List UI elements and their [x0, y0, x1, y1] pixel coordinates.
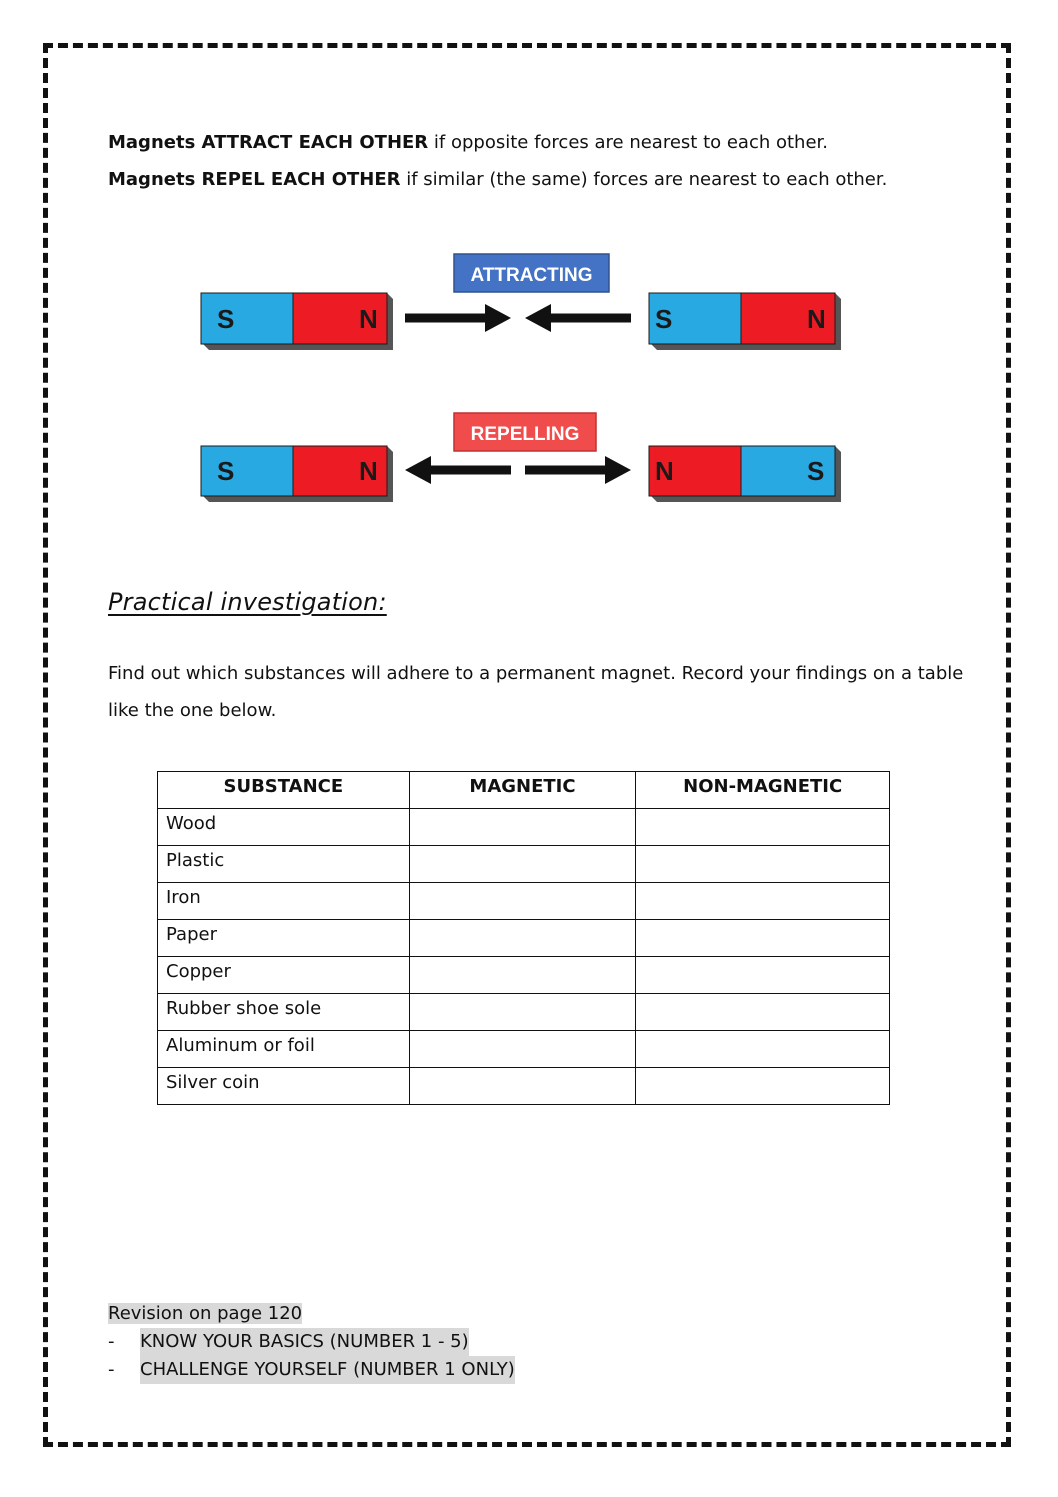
magnet-diagram — [195, 248, 855, 518]
repel-rule: Magnets REPEL EACH OTHER if similar (the same) forces are nearest to each other. — [108, 169, 888, 190]
attract-arrows — [405, 304, 631, 332]
substance-cell: Copper — [158, 957, 410, 994]
table-row — [158, 809, 890, 846]
attract-magnet-right — [649, 293, 841, 350]
repel-arrows — [405, 456, 631, 484]
attract-magnet-left — [201, 293, 393, 350]
substance-cell: Rubber shoe sole — [158, 994, 410, 1031]
table-row — [158, 994, 890, 1031]
magnetic-cell[interactable] — [409, 846, 636, 883]
bullet-dash: - — [108, 1359, 115, 1380]
revision-notes — [108, 1300, 515, 1384]
non-magnetic-cell[interactable] — [636, 920, 890, 957]
section-heading: Practical investigation: — [108, 588, 387, 616]
substance-cell: Silver coin — [158, 1068, 410, 1105]
pole-label-s: S — [655, 304, 673, 334]
pole-label-s: S — [217, 304, 235, 334]
substance-cell: Wood — [158, 809, 410, 846]
non-magnetic-cell[interactable] — [636, 809, 890, 846]
pole-label-s: S — [217, 456, 235, 486]
table-row — [158, 957, 890, 994]
non-magnetic-cell[interactable] — [636, 957, 890, 994]
table-row — [158, 920, 890, 957]
revision-item — [108, 1328, 515, 1356]
non-magnetic-cell[interactable] — [636, 846, 890, 883]
pole-label-n: N — [359, 304, 378, 334]
table-row — [158, 883, 890, 920]
column-header: MAGNETIC — [409, 772, 636, 809]
substance-cell: Iron — [158, 883, 410, 920]
magnetic-cell[interactable] — [409, 1068, 636, 1105]
non-magnetic-cell[interactable] — [636, 883, 890, 920]
findings-table — [157, 771, 890, 1105]
bullet-dash: - — [108, 1331, 115, 1352]
repel-magnet-right — [649, 446, 841, 502]
svg-text:ATTRACTING: ATTRACTING — [470, 265, 593, 286]
repelling-label — [454, 413, 596, 451]
repel-magnet-left — [201, 446, 393, 502]
attracting-label — [454, 254, 609, 292]
revision-item-text: KNOW YOUR BASICS (NUMBER 1 - 5) — [140, 1328, 469, 1356]
non-magnetic-cell[interactable] — [636, 1031, 890, 1068]
revision-item — [108, 1356, 515, 1384]
svg-text:REPELLING: REPELLING — [470, 424, 580, 445]
pole-label-s: S — [807, 456, 825, 486]
column-header: NON-MAGNETIC — [636, 772, 890, 809]
substance-cell: Paper — [158, 920, 410, 957]
revision-title: Revision on page 120 — [108, 1303, 303, 1324]
table-header-row — [158, 772, 890, 809]
table-row — [158, 1031, 890, 1068]
table-row — [158, 1068, 890, 1105]
table-row — [158, 846, 890, 883]
pole-label-n: N — [807, 304, 826, 334]
non-magnetic-cell[interactable] — [636, 994, 890, 1031]
magnetic-cell[interactable] — [409, 957, 636, 994]
substance-cell: Aluminum or foil — [158, 1031, 410, 1068]
intro-text — [108, 124, 968, 198]
revision-item-text: CHALLENGE YOURSELF (NUMBER 1 ONLY) — [140, 1356, 515, 1384]
pole-label-n: N — [359, 456, 378, 486]
non-magnetic-cell[interactable] — [636, 1068, 890, 1105]
instructions-text: Find out which substances will adhere to a permanent magnet. Record your findings on a table like the one below. — [108, 663, 964, 721]
magnetic-cell[interactable] — [409, 920, 636, 957]
magnetic-cell[interactable] — [409, 883, 636, 920]
magnetic-cell[interactable] — [409, 994, 636, 1031]
magnetic-cell[interactable] — [409, 809, 636, 846]
substance-cell: Plastic — [158, 846, 410, 883]
column-header: SUBSTANCE — [158, 772, 410, 809]
attract-rule: Magnets ATTRACT EACH OTHER if opposite forces are nearest to each other. — [108, 132, 829, 153]
magnetic-cell[interactable] — [409, 1031, 636, 1068]
pole-label-n: N — [655, 456, 674, 486]
